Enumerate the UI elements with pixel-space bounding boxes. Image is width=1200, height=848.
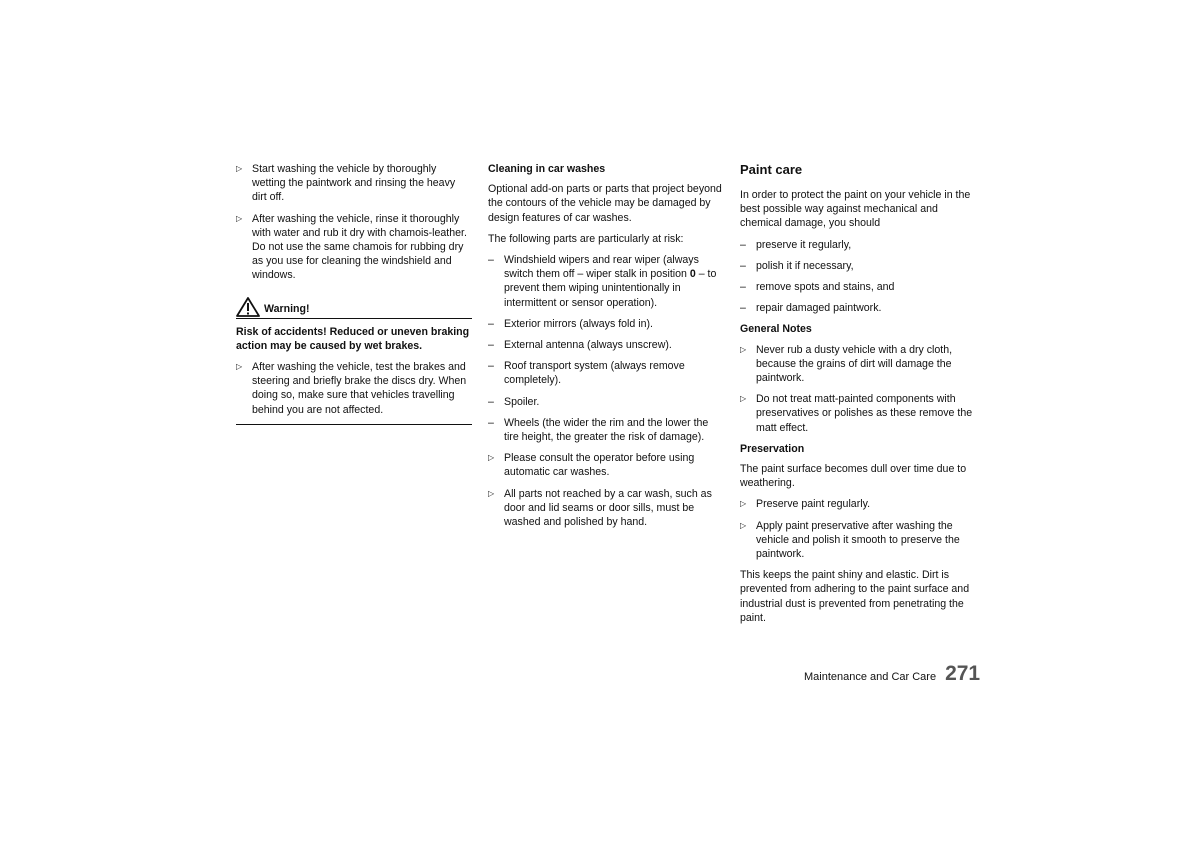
paragraph: The paint surface becomes dull over time due to weathering. — [740, 463, 967, 490]
list-item — [488, 395, 724, 409]
triangle-right-icon: ▷ — [740, 344, 747, 354]
page-number: 271 — [945, 662, 981, 685]
section-label: Maintenance and Car Care — [804, 671, 937, 683]
list-text: remove spots and stains, and — [756, 281, 895, 294]
triangle-right-icon: ▷ — [740, 394, 747, 404]
page-footer — [804, 662, 980, 686]
instruction-text: After washing the vehicle, rinse it thoroughly with water and rub it dry with chamois-leather. Do not use the same chamois for rubbing dry as you use for cleaning the windshield and windows. — [252, 212, 467, 282]
instruction-text: Never rub a dusty vehicle with a dry cloth, because the grains of dirt will damage the paintwork. — [756, 343, 953, 385]
section-heading: General Notes — [740, 323, 812, 336]
wiper-text-after: – to prevent them wiping unintentionally in intermittent or sensor operation). — [504, 268, 717, 309]
list-text: External antenna (always unscrew). — [504, 339, 672, 352]
list-text: preserve it regularly, — [756, 238, 852, 251]
instruction-text: Start washing the vehicle by thoroughly wetting the paintwork and rinsing the heavy dirt off. — [252, 163, 456, 204]
list-item — [488, 416, 724, 444]
warning-header — [236, 297, 472, 319]
dash-bullet: – — [740, 302, 746, 315]
triangle-right-icon: ▷ — [740, 499, 747, 509]
list-item — [488, 359, 724, 387]
dash-bullet: – — [488, 317, 494, 330]
list-text: repair damaged paintwork. — [756, 302, 882, 315]
instruction-text: Do not treat matt-painted components with preservatives or polishes as these remove the matt effect. — [756, 393, 973, 434]
dash-bullet: – — [488, 416, 494, 429]
list-text: Wheels (the wider the rim and the lower the tire height, the greater the risk of damage). — [504, 416, 709, 444]
wiper-position: 0 — [689, 268, 696, 281]
list-item — [488, 451, 724, 479]
triangle-right-icon: ▷ — [236, 213, 243, 223]
dash-bullet: – — [740, 281, 746, 294]
list-item — [488, 317, 724, 331]
dash-bullet: – — [488, 395, 494, 408]
list-item — [488, 338, 724, 352]
instruction-text: All parts not reached by a car wash, such as door and lid seams or door sills, must be washed and polished by hand. — [504, 487, 712, 529]
section-heading: Cleaning in car washes — [488, 163, 606, 175]
list-item — [488, 487, 724, 530]
list-text: Exterior mirrors (always fold in). — [504, 317, 653, 330]
warning-title: Warning! — [264, 303, 310, 316]
instruction-text: Please consult the operator before using automatic car washes. — [504, 452, 695, 479]
instruction-text: Preserve paint regularly. — [756, 498, 871, 511]
column-left — [236, 162, 472, 425]
list-text: polish it if necessary, — [756, 259, 854, 272]
paragraph: The following parts are particularly at risk: — [488, 232, 684, 245]
dash-bullet: – — [740, 238, 746, 251]
dash-bullet: – — [488, 360, 494, 373]
triangle-right-icon: ▷ — [488, 453, 495, 463]
list-item — [236, 162, 472, 205]
dash-bullet: – — [488, 339, 494, 352]
list-item — [236, 360, 472, 417]
page-heading: Paint care — [740, 162, 803, 177]
list-item — [740, 519, 976, 562]
warning-text: Risk of accidents! Reduced or uneven braking action may be caused by wet brakes. — [236, 325, 470, 352]
list-item — [740, 497, 976, 511]
list-text: Roof transport system (always remove completely). — [504, 360, 685, 387]
wiper-text-before: Windshield wipers and rear wiper (always switch them off – wiper stalk in position — [504, 254, 699, 281]
dash-bullet: – — [740, 259, 746, 272]
triangle-right-icon: ▷ — [236, 164, 243, 173]
instruction-text: Apply paint preservative after washing the vehicle and polish it smooth to preserve the paintwork. — [756, 519, 960, 561]
section-heading: Preservation — [740, 442, 805, 455]
list-item — [236, 212, 472, 283]
list-text: Spoiler. — [504, 395, 540, 408]
paragraph: In order to protect the paint on your vehicle in the best possible way against mechanical and chemical damage, you should — [740, 189, 971, 230]
column-middle — [488, 162, 724, 536]
list-item — [488, 253, 724, 310]
paragraph: This keeps the paint shiny and elastic. Dirt is prevented from adhering to the paint surface and industrial dust is prevented from penetrating the paint. — [740, 569, 970, 624]
triangle-right-icon: ▷ — [236, 362, 243, 372]
warning-end-rule — [236, 424, 472, 425]
instruction-text: After washing the vehicle, test the brakes and steering and briefly brake the discs dry. When doing so, make sure that vehicles travelling behind you are not affected. — [252, 361, 467, 416]
list-item — [740, 259, 976, 273]
dash-bullet: – — [488, 254, 494, 267]
column-right — [740, 162, 976, 632]
warning-triangle-icon — [236, 297, 260, 317]
list-item — [740, 343, 976, 386]
list-item — [740, 238, 976, 252]
triangle-right-icon: ▷ — [740, 520, 747, 530]
paragraph: Optional add-on parts or parts that project beyond the contours of the vehicle may be damaged by design features of car washes. — [488, 183, 722, 224]
list-item — [740, 301, 976, 315]
list-item — [740, 280, 976, 294]
list-item — [740, 392, 976, 435]
triangle-right-icon: ▷ — [488, 488, 495, 498]
